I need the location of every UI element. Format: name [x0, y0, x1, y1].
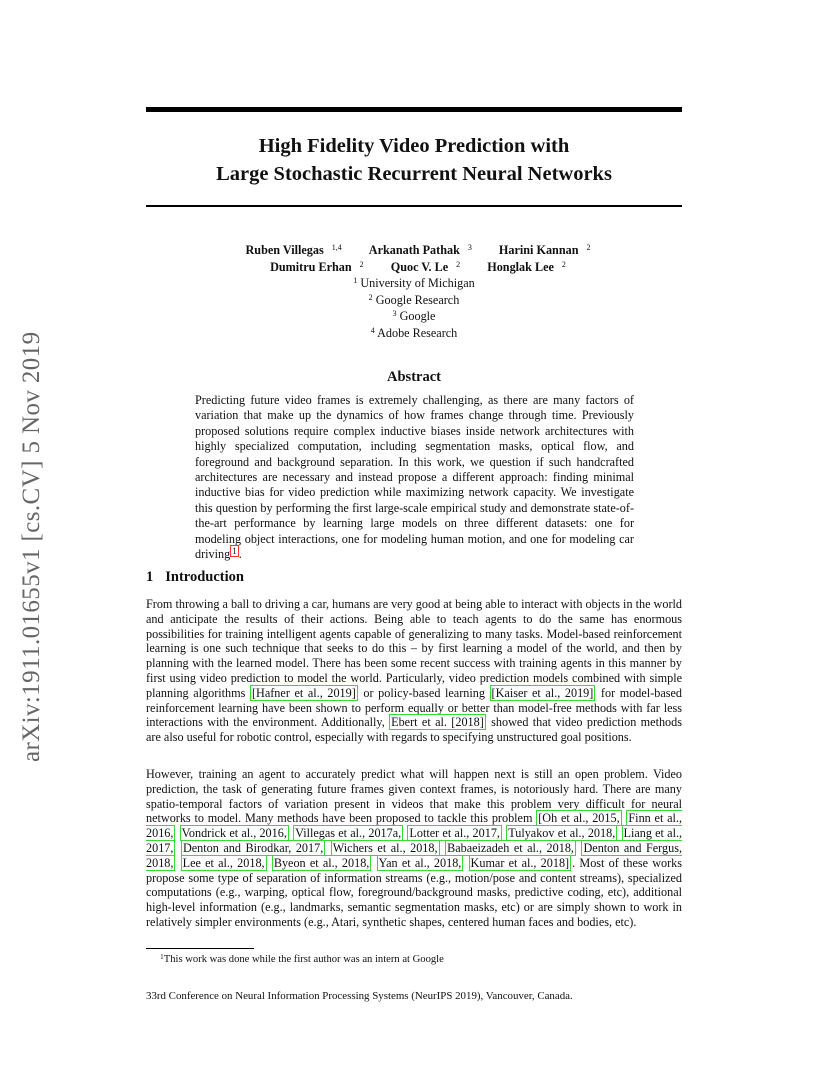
- citation-link[interactable]: Denton and Birodkar, 2017,: [182, 840, 324, 855]
- citation-link[interactable]: Tulyakov et al., 2018,: [508, 826, 616, 841]
- footnote-rule: [146, 948, 254, 949]
- intro-paragraph-2: However, training an agent to accurately predict what will happen next is still an open problem. Video prediction, the task of generating future frames given context frames, is notoriously hard. There are many spatio-temporal factors of variation present in videos that make this problem very difficult for neural networks to model. Many methods have been proposed to tackle this problem [Oh et al., 2015, Finn et al., 2016, Vondrick et al., 2016, Villegas et al., 2017a, Lotter et al., 2017, Tulyakov et al., 2018, Liang et al., 2017, Denton and Birodkar, 2017, Wichers et al., 2018, Babaeizadeh et al., 2018, Denton and Fergus, 2018, Lee et al., 2018, Byeon et al., 2018, Yan et al., 2018, Kumar et al., 2018] . Most of these works propose some type of separation of information streams (e.g., motion/pose and content streams), specialized computations (e.g., warping, optical flow, foreground/background masks, predictive coding, etc), additional high-level information (e.g., landmarks, semantic segmentation masks, etc) or are simply shown to work in relatively simpler environments (e.g., Atari, synthetic shapes, centered human faces and bodies, etc).: [146, 767, 683, 929]
- section-title: Introduction: [165, 569, 244, 585]
- author: Honglak Lee $^2$: [487, 259, 566, 274]
- citation-link[interactable]: Denton and Fergus, 2018,: [146, 840, 682, 870]
- author-line-1: [146, 242, 682, 259]
- section-heading-introduction: [146, 569, 682, 586]
- author-line-2: [146, 259, 682, 276]
- citation-link[interactable]: Finn et al., 2016,: [146, 811, 682, 841]
- citation-link[interactable]: Ebert et al. [2018]: [391, 715, 484, 730]
- author: Arkanath Pathak $^3$: [368, 243, 472, 257]
- affiliation: $^4$ Adobe Research: [370, 325, 458, 340]
- section-number: 1: [146, 569, 154, 585]
- abstract-text: Predicting future video frames is extremely challenging, as there are many factors of variation that make up the dynamics of how frames change through time. Previously proposed solutions require complex inductive biases inside network architectures with highly specialized computation, including segmentation masks, optical flow, and foreground and background separation. In this work, we question if such handcrafted architectures are necessary and instead propose a different approach: finding minimal inductive bias for video prediction while maximizing network capacity. We investigate this question by performing the first large-scale empirical study and demonstrate state-of-the-art performance by learning large models on three different datasets: one for modeling object interactions, one for modeling human motion, and one for modeling car driving $^1$ .: [195, 393, 634, 562]
- conference-note: 33rd Conference on Neural Information Processing Systems (NeurIPS 2019), Vancouver, Canada.: [146, 990, 573, 1002]
- arxiv-identifier: arXiv:1911.01655v1 [cs.CV] 5 Nov 2019: [18, 331, 45, 762]
- paper-title: [146, 132, 682, 188]
- citation-link[interactable]: Liang et al., 2017,: [146, 826, 683, 855]
- title-rule-bottom: [146, 205, 682, 207]
- citation-link[interactable]: Byeon et al., 2018,: [273, 855, 370, 870]
- citation-link[interactable]: Babaeizadeh et al., 2018,: [447, 840, 574, 855]
- affiliation: $^1$ University of Michigan: [353, 276, 475, 290]
- citation-link[interactable]: Wichers et al., 2018,: [332, 840, 438, 855]
- citation-link[interactable]: [Hafner et al., 2019]: [251, 685, 356, 700]
- footnote-text: This work was done while the first author was an intern at Google: [163, 954, 444, 965]
- abstract-heading: Abstract: [387, 369, 441, 385]
- title-rule-top: [146, 107, 682, 112]
- title-line-2: Large Stochastic Recurrent Neural Networks: [216, 163, 612, 185]
- footnote-mark: 1: [160, 952, 164, 961]
- citation-link[interactable]: Lee et al., 2018,: [182, 855, 265, 870]
- author: Quoc V. Le $^2$: [390, 259, 461, 274]
- affiliation: $^2$ Google Research: [368, 292, 460, 307]
- author-block: [146, 242, 682, 341]
- footnote-link[interactable]: 1: [232, 546, 237, 557]
- footnote: [160, 953, 680, 966]
- citation-link[interactable]: Lotter et al., 2017,: [409, 826, 500, 841]
- author: Dumitru Erhan $^2$: [270, 259, 364, 274]
- citation-link[interactable]: [Oh et al., 2015,: [538, 811, 620, 826]
- citation-link[interactable]: Vondrick et al., 2016,: [181, 826, 287, 841]
- title-line-1: High Fidelity Video Prediction with: [258, 135, 570, 157]
- citation-link[interactable]: Yan et al., 2018,: [378, 855, 462, 870]
- citation-link[interactable]: Villegas et al., 2017a,: [295, 826, 402, 841]
- citation-link[interactable]: Kumar et al., 2018]: [470, 855, 570, 870]
- author: Harini Kannan $^2$: [498, 243, 591, 257]
- intro-paragraph-1: From throwing a ball to driving a car, humans are very good at being able to interact with objects in the world and anticipate the results of their actions. Being able to teach agents to do the same has enormous possibilities for training intelligent agents capable of generalizing to many tasks. Model-based reinforcement learning is one such technique that seeks to do this – by first learning a model of the world, and then by planning with the learned model. There has been some recent success with training agents in this manner by first using video prediction to model the world. Particularly, video prediction models combined with simple planning algorithms [Hafner et al., 2019] or policy-based learning [Kaiser et al., 2019] for model-based reinforcement learning have been shown to perform equally or better than model-free methods with far less interactions with the environment. Additionally, Ebert et al. [2018] showed that video prediction methods are also useful for robotic control, especially with regards to specifying unstructured goal positions.: [146, 597, 683, 745]
- citation-link[interactable]: [Kaiser et al., 2019]: [491, 685, 594, 700]
- author: Ruben Villegas $^{1,4}$: [245, 243, 342, 257]
- affiliation: $^3$ Google: [392, 309, 436, 323]
